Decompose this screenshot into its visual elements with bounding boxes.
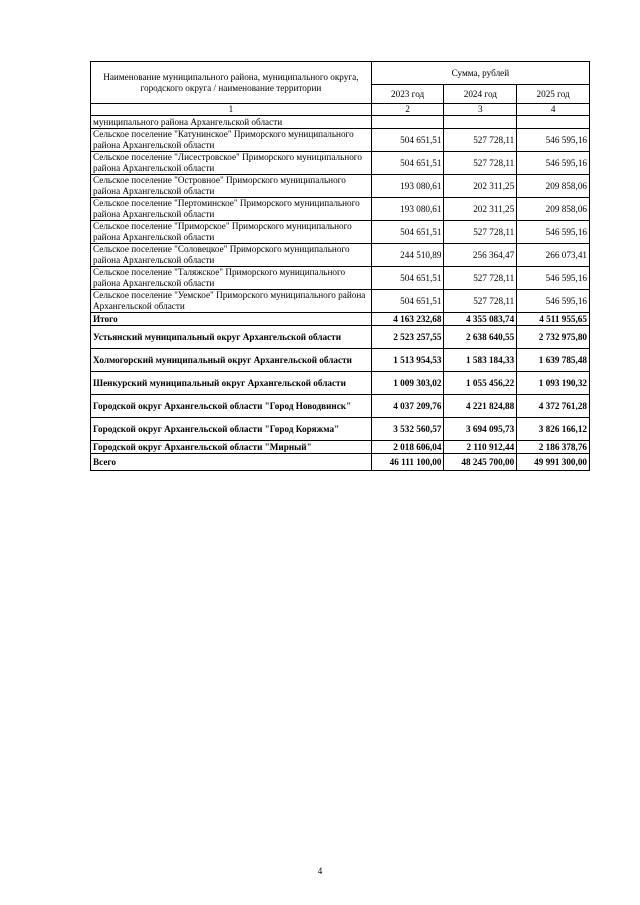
row-value-2023: 504 651,51	[371, 290, 444, 313]
row-value-2024: 1 055 456,22	[444, 372, 517, 395]
table-row	[91, 244, 590, 267]
row-value-2023: 504 651,51	[371, 267, 444, 290]
row-value-2025: 546 595,16	[517, 290, 590, 313]
row-value-2023: 193 080,61	[371, 175, 444, 198]
row-value-2023: 2 018 606,04	[371, 441, 444, 454]
row-name: Сельское поселение "Островное" Приморского муниципального района Архангельской области	[91, 175, 372, 198]
row-value-2024: 527 728,11	[444, 221, 517, 244]
row-value-2023: 1 009 303,02	[371, 372, 444, 395]
header-year-2023: 2023 год	[371, 85, 444, 104]
row-value-2024: 527 728,11	[444, 129, 517, 152]
header-name-col: Наименование муниципального района, муниципального округа, городского округа / наименование территории	[91, 62, 372, 104]
row-value-2024: 527 728,11	[444, 152, 517, 175]
header-sum-col: Сумма, рублей	[371, 62, 589, 85]
row-value-2024: 4 355 083,74	[444, 313, 517, 326]
budget-table	[90, 61, 590, 471]
table-row	[91, 349, 590, 372]
row-value-2023: 4 163 232,68	[371, 313, 444, 326]
row-name: Городской округ Архангельской области "Город Новодвинск"	[91, 395, 372, 418]
row-name: муниципального района Архангельской области	[91, 116, 372, 129]
row-value-2023: 1 513 954,53	[371, 349, 444, 372]
row-value-2024: 2 110 912,44	[444, 441, 517, 454]
row-value-2025: 3 826 166,12	[517, 418, 590, 441]
table-row	[91, 129, 590, 152]
header-year-2025: 2025 год	[517, 85, 590, 104]
row-name: Устьянский муниципальный округ Архангельской области	[91, 326, 372, 349]
table-row	[91, 152, 590, 175]
row-value-2024: 202 311,25	[444, 175, 517, 198]
row-value-2023: 3 532 560,57	[371, 418, 444, 441]
row-name: Всего	[91, 454, 372, 471]
row-value-2025: 546 595,16	[517, 267, 590, 290]
row-name: Сельское поселение "Приморское" Приморского муниципального района Архангельской области	[91, 221, 372, 244]
table-row	[91, 221, 590, 244]
table-row	[91, 441, 590, 454]
row-value-2024: 2 638 640,55	[444, 326, 517, 349]
row-value-2024: 527 728,11	[444, 290, 517, 313]
row-value-2024	[444, 116, 517, 129]
subtotal-row	[91, 313, 590, 326]
row-name: Городской округ Архангельской области "Мирный"	[91, 441, 372, 454]
row-value-2023: 193 080,61	[371, 198, 444, 221]
header-row	[91, 62, 590, 85]
grand-total-row	[91, 454, 590, 471]
row-name: Сельское поселение "Лисестровское" Приморского муниципального района Архангельской области	[91, 152, 372, 175]
col-index: 2	[371, 104, 444, 116]
row-value-2023: 46 111 100,00	[371, 454, 444, 471]
page-number: 4	[317, 866, 323, 876]
table-row	[91, 175, 590, 198]
table-row	[91, 116, 590, 129]
row-value-2024: 527 728,11	[444, 267, 517, 290]
row-value-2024: 4 221 824,88	[444, 395, 517, 418]
row-value-2023: 4 037 209,76	[371, 395, 444, 418]
row-value-2023: 244 510,89	[371, 244, 444, 267]
row-value-2025: 2 732 975,80	[517, 326, 590, 349]
row-value-2023: 504 651,51	[371, 221, 444, 244]
table-row	[91, 372, 590, 395]
row-value-2024: 48 245 700,00	[444, 454, 517, 471]
row-name: Городской округ Архангельской области "Город Коряжма"	[91, 418, 372, 441]
row-value-2025: 209 858,06	[517, 198, 590, 221]
table-row	[91, 290, 590, 313]
row-value-2025: 4 372 761,28	[517, 395, 590, 418]
table-row	[91, 395, 590, 418]
row-value-2024: 1 583 184,33	[444, 349, 517, 372]
row-value-2023: 504 651,51	[371, 152, 444, 175]
row-value-2025: 4 511 955,65	[517, 313, 590, 326]
row-value-2025: 266 073,41	[517, 244, 590, 267]
row-value-2025: 209 858,06	[517, 175, 590, 198]
row-value-2023	[371, 116, 444, 129]
table-row	[91, 418, 590, 441]
column-index-row	[91, 104, 590, 116]
row-value-2024: 256 364,47	[444, 244, 517, 267]
header-year-2024: 2024 год	[444, 85, 517, 104]
row-name: Сельское поселение "Катунинское" Приморского муниципального района Архангельской области	[91, 129, 372, 152]
row-name: Сельское поселение "Таляжское" Приморского муниципального района Архангельской области	[91, 267, 372, 290]
row-value-2025	[517, 116, 590, 129]
row-value-2023: 2 523 257,55	[371, 326, 444, 349]
row-value-2025: 546 595,16	[517, 152, 590, 175]
row-name: Сельское поселение "Соловецкое" Приморского муниципального района Архангельской области	[91, 244, 372, 267]
row-name: Холмогорский муниципальный округ Архангельской области	[91, 349, 372, 372]
row-value-2025: 2 186 378,76	[517, 441, 590, 454]
table-row	[91, 326, 590, 349]
row-value-2025: 546 595,16	[517, 221, 590, 244]
col-index: 1	[91, 104, 372, 116]
row-value-2025: 1 639 785,48	[517, 349, 590, 372]
row-name: Итого	[91, 313, 372, 326]
row-value-2025: 546 595,16	[517, 129, 590, 152]
row-value-2024: 202 311,25	[444, 198, 517, 221]
row-value-2025: 49 991 300,00	[517, 454, 590, 471]
table-row	[91, 198, 590, 221]
row-value-2024: 3 694 095,73	[444, 418, 517, 441]
col-index: 3	[444, 104, 517, 116]
row-name: Сельское поселение "Пертоминское" Приморского муниципального района Архангельской области	[91, 198, 372, 221]
row-value-2025: 1 093 190,32	[517, 372, 590, 395]
col-index: 4	[517, 104, 590, 116]
row-name: Шенкурский муниципальный округ Архангельской области	[91, 372, 372, 395]
row-name: Сельское поселение "Уемское" Приморского муниципального района Архангельской области	[91, 290, 372, 313]
table-row	[91, 267, 590, 290]
row-value-2023: 504 651,51	[371, 129, 444, 152]
